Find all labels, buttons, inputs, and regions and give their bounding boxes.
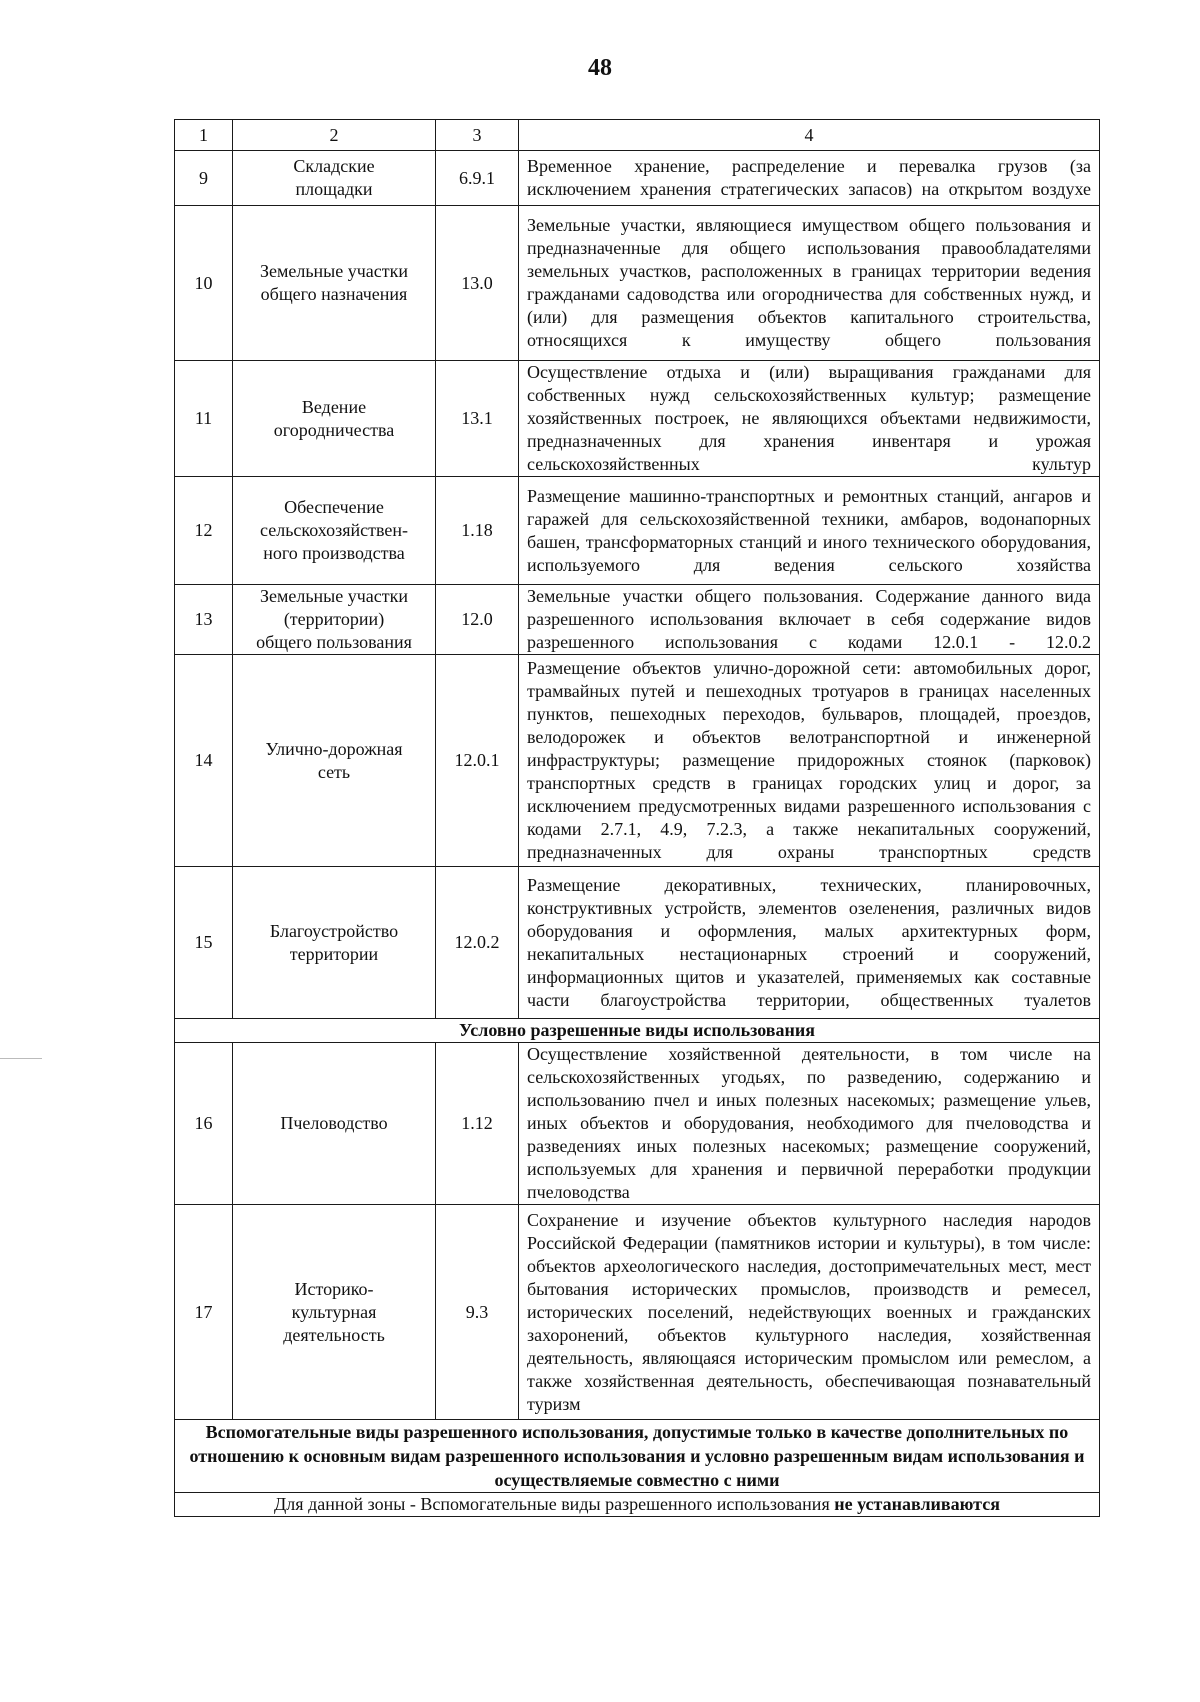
use-type-description: Земельные участки общего пользования. Содержание данного вида разрешенного использования включает в себя содержание видов разрешенного использования с кодами 12.0.1 - 12.0.2 (519, 585, 1100, 655)
table-row (175, 1043, 1100, 1205)
row-number: 13 (175, 585, 233, 655)
use-type-name-line: Ведение (301, 396, 367, 417)
use-type-name (233, 361, 436, 477)
header-cell-1: 1 (175, 120, 233, 151)
page-number: 48 (588, 55, 612, 81)
use-type-name-line: общего назначения (260, 284, 408, 304)
use-type-name (233, 585, 436, 655)
use-type-description: Временное хранение, распределение и перевалка грузов (за исключением хранения стратегических запасов) на открытом воздухе (519, 151, 1100, 206)
use-type-description: Размещение объектов улично-дорожной сети: автомобильных дорог, трамвайных путей и пешеходных тротуаров в границах населенных пунктов, пешеходных переходов, бульваров, площадей, проездов, велодорожек и объектов велотранспортной и инженерной инфраструктуры; размещение придорожных стоянок (парковок) транспортных средств в границах городских улиц и дорог, за исключением предусмотренных видами разрешенного использования с кодами 2.7.1, 4.9, 7.2.3, а также некапитальных сооружений, предназначенных для охраны транспортных средств (519, 655, 1100, 867)
use-type-name-line: сельскохозяйствен- (260, 520, 408, 540)
use-type-code: 12.0.2 (436, 867, 519, 1019)
table-row (175, 867, 1100, 1019)
table-row (175, 655, 1100, 867)
use-type-code: 1.12 (436, 1043, 519, 1205)
permitted-use-table (174, 119, 1100, 1517)
use-type-name-line: общего пользования (256, 632, 412, 652)
use-type-name (233, 1043, 436, 1205)
conditional-uses-title: Условно разрешенные виды использования (175, 1019, 1100, 1043)
header-cell-2: 2 (233, 120, 436, 151)
row-number: 9 (175, 151, 233, 206)
table-row (175, 361, 1100, 477)
use-type-description: Размещение декоративных, технических, планировочных, конструктивных устройств, элементов озеленения, различных видов оборудования и оформления, малых архитектурных форм, некапитальных нестационарных строений и сооружений, информационных щитов и указателей, применяемых как составные части благоустройства территории, общественных туалетов (519, 867, 1100, 1019)
use-type-name-line: сеть (317, 761, 351, 782)
use-type-name-line: Складские (293, 156, 375, 176)
use-type-code: 1.18 (436, 477, 519, 585)
use-type-name-line: Историко- (294, 1278, 374, 1299)
row-number: 16 (175, 1043, 233, 1205)
row-number: 10 (175, 206, 233, 361)
auxiliary-uses-note (175, 1493, 1100, 1517)
header-cell-4: 4 (519, 120, 1100, 151)
use-type-name (233, 477, 436, 585)
use-type-name (233, 867, 436, 1019)
row-number: 11 (175, 361, 233, 477)
use-type-code: 6.9.1 (436, 151, 519, 206)
use-type-name-line: деятельность (283, 1324, 385, 1345)
use-type-description: Земельные участки, являющиеся имуществом общего пользования и предназначенные для общего использования правообладателями земельных участков, расположенных в границах территории ведения гражданами садоводства или огородничества для собственных нужд, и (или) для размещения объектов капитального строительства, относящихся к имуществу общего пользования (519, 206, 1100, 361)
use-type-description: Осуществление хозяйственной деятельности, в том числе на сельскохозяйственных угодьях, по разведению, содержанию и использованию пчел и иных полезных насекомых; размещение ульев, иных объектов и оборудования, необходимого для пчеловодства и разведениях иных полезных насекомых; размещение сооружений, используемых для хранения и первичной переработки продукции пчеловодства (519, 1043, 1100, 1205)
table-row (175, 206, 1100, 361)
row-number: 15 (175, 867, 233, 1019)
use-type-name-line: (территории) (283, 609, 385, 629)
auxiliary-note-text: Для данной зоны - Вспомогательные виды разрешенного использования (274, 1494, 835, 1514)
use-type-name-line: площадки (295, 179, 373, 199)
auxiliary-note-emphasis: не устанавливаются (834, 1494, 1000, 1514)
section-header-row (175, 1019, 1100, 1043)
use-type-description: Осуществление отдыха и (или) выращивания гражданами для собственных нужд сельскохозяйственных культур; размещение хозяйственных построек, не являющихся объектами недвижимости, предназначенных для хранения инвентаря и урожая сельскохозяйственных культур (519, 361, 1100, 477)
header-cell-3: 3 (436, 120, 519, 151)
table-row (175, 585, 1100, 655)
use-type-name-line: культурная (291, 1301, 377, 1322)
use-type-name-line: ного производства (263, 543, 405, 563)
auxiliary-uses-title: Вспомогательные виды разрешенного использования, допустимые только в качестве дополнительных по отношению к основным видам разрешенного использования и условно разрешенным видам использования и осуществляемые совместно с ними (175, 1420, 1100, 1493)
table-row (175, 1205, 1100, 1420)
row-number: 17 (175, 1205, 233, 1420)
auxiliary-note-row (175, 1493, 1100, 1517)
row-number: 14 (175, 655, 233, 867)
use-type-name (233, 206, 436, 361)
use-type-description: Размещение машинно-транспортных и ремонтных станций, ангаров и гаражей для сельскохозяйственной техники, амбаров, водонапорных башен, трансформаторных станций и иного технического оборудования, используемого для ведения сельского хозяйства (519, 477, 1100, 585)
table-row (175, 151, 1100, 206)
table-header-row (175, 120, 1100, 151)
use-type-name-line: Пчеловодство (280, 1113, 388, 1133)
use-type-code: 13.1 (436, 361, 519, 477)
use-type-name-line: Благоустройство (269, 920, 399, 941)
auxiliary-header-row (175, 1420, 1100, 1493)
use-type-code: 12.0.1 (436, 655, 519, 867)
scan-artifact-line (0, 1058, 42, 1059)
use-type-name-line: Улично-дорожная (265, 738, 403, 759)
use-type-name-line: территории (289, 943, 379, 964)
use-type-description: Сохранение и изучение объектов культурного наследия народов Российской Федерации (памятников истории и культуры), в том числе: объектов археологического наследия, достопримечательных мест, мест бытования исторических промыслов, производств и ремесел, исторических поселений, недействующих военных и гражданских захоронений, объектов культурного наследия, хозяйственная деятельность, являющаяся историческим промыслом или ремеслом, а также хозяйственная деятельность, обеспечивающая познавательный туризм (519, 1205, 1100, 1420)
use-type-name (233, 655, 436, 867)
row-number: 12 (175, 477, 233, 585)
use-type-name (233, 151, 436, 206)
use-type-code: 9.3 (436, 1205, 519, 1420)
use-type-name (233, 1205, 436, 1420)
use-type-name-line: Обеспечение (284, 497, 384, 517)
table-row (175, 477, 1100, 585)
use-type-code: 13.0 (436, 206, 519, 361)
use-type-code: 12.0 (436, 585, 519, 655)
use-type-name-line: Земельные участки (259, 261, 409, 281)
use-type-name-line: Земельные участки (259, 586, 409, 606)
use-type-name-line: огородничества (273, 419, 395, 440)
